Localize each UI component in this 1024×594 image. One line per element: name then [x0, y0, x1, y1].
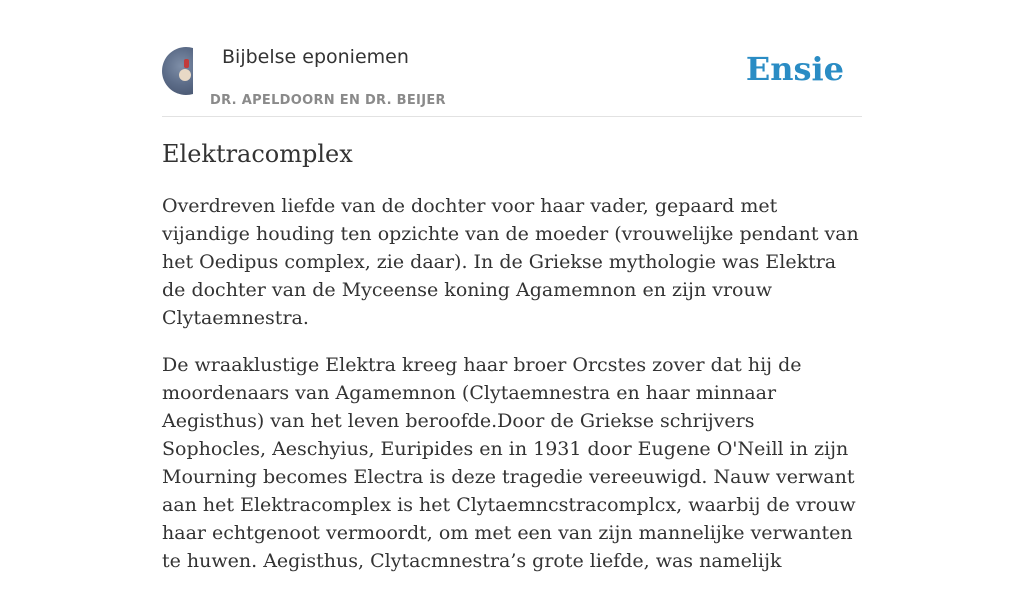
header: [162, 0, 862, 117]
article-body: [162, 192, 862, 594]
book-authors: DR. APELDOORN EN DR. BEIJER: [210, 93, 446, 108]
book-cover-image: [162, 47, 193, 95]
article-title: Elektracomplex: [162, 140, 353, 168]
book-title[interactable]: Bijbelse eponiemen: [222, 46, 409, 68]
article-paragraph: Overdreven liefde van de dochter voor haar vader, gepaard met vijandige houding ten opzichte van de moeder (vrouwelijke pendant van het Oedipus complex, zie daar). In de Griekse mythologie was Elektra de dochter van de Myceense koning Agamemnon en zijn vrouw Clytaemnestra.: [162, 195, 859, 329]
article-paragraph: De wraaklustige Elektra kreeg haar broer Orcstes zover dat hij de moordenaars van Agamemnon (Clytaemnestra en haar minnaar Aegisthus) van het leven beroofde.Door de Griekse schrijvers Sophocles, Aeschyius, Euripides en in 1931 door Eugene O'Neill in zijn Mourning becomes Electra is deze tragedie vereeuwigd. Nauw verwant aan het Elektracomplex is het Clytaemncstracomplcx, waarbij de vrouw haar echtgenoot vermoordt, om met een van zijn mannelijke verwanten te huwen. Aegisthus, Clytacmnestra’s grote liefde, was namelijk: [162, 354, 856, 572]
ensie-logo[interactable]: Ensie: [745, 50, 844, 88]
book-cover-icon[interactable]: [162, 47, 193, 95]
